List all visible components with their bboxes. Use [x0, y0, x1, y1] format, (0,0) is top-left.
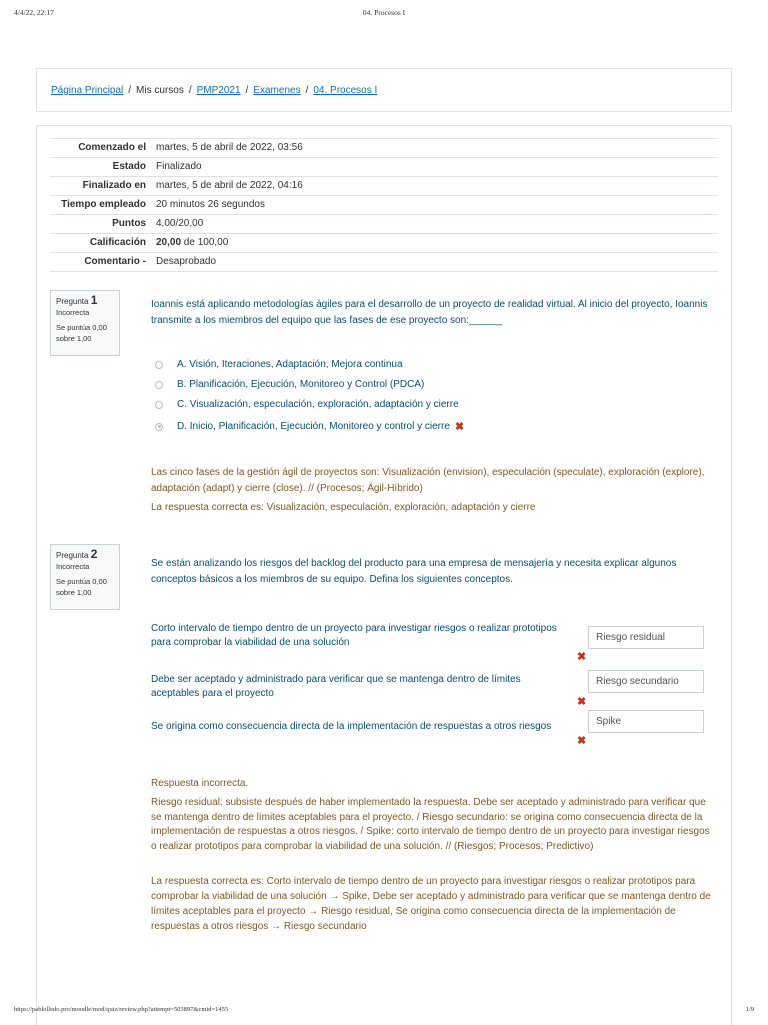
attempt-summary-table: [50, 138, 718, 272]
summary-value: [151, 234, 718, 253]
question-grade: Se puntúa 0,00 sobre 1,00: [56, 323, 107, 343]
question-grade: Se puntúa 0,00 sobre 1,00: [56, 577, 107, 597]
question-state: Incorrecta: [56, 308, 90, 317]
incorrect-icon: ✖: [577, 651, 587, 663]
match-stem-1: Corto intervalo de tiempo dentro de un proyecto para investigar riesgos o realizar prototipos para comprobar la viabilidad de una solución: [151, 623, 557, 648]
match-select-2[interactable]: Riesgo secundario: [588, 670, 704, 693]
breadcrumb-my-courses: Mis cursos: [136, 85, 184, 96]
answer-label: A. Visión, Iteraciones, Adaptación, Mejora continua: [177, 359, 403, 370]
grade-score: 20,00: [156, 237, 182, 248]
summary-value: 20 minutos 26 segundos: [156, 199, 265, 210]
print-page-number: 1/9: [745, 1006, 754, 1013]
question-2-feedback-state: Respuesta incorrecta.: [151, 778, 249, 789]
match-select-1[interactable]: Riesgo residual: [588, 626, 704, 649]
breadcrumb-separator: /: [188, 85, 192, 96]
summary-row-finished: [50, 177, 718, 196]
summary-label: Puntos: [112, 218, 146, 229]
question-2-text: Se están analizando los riesgos del backlog del producto para una empresa de mensajería y necesita explicar algunos conceptos básicos a los miembros de su equipo. Defina los siguientes conceptos.: [151, 558, 677, 585]
breadcrumb-exams-link[interactable]: Examenes: [253, 85, 301, 96]
answer-label: B. Planificación, Ejecución, Monitoreo y Control (PDCA): [177, 379, 425, 390]
question-label: Pregunta: [56, 551, 89, 560]
question-label: Pregunta: [56, 297, 89, 306]
breadcrumb-separator: /: [305, 85, 309, 96]
question-state: Incorrecta: [56, 562, 90, 571]
breadcrumb-home-link[interactable]: Página Principal: [51, 85, 124, 96]
breadcrumb-course-link[interactable]: PMP2021: [196, 85, 241, 96]
answer-option-c[interactable]: [155, 399, 459, 410]
incorrect-icon: ✖: [577, 696, 587, 708]
summary-row-comment: [50, 253, 718, 272]
answer-label: C. Visualización, especulación, exploración, adaptación y cierre: [177, 399, 459, 410]
question-1-text: Ioannis está aplicando metodologías ágiles para el desarrollo de un proyecto de realidad virtual. Al inicio del proyecto, Ioannis transmite a los miembros del equipo que las fases de ese proyecto son:______: [151, 299, 708, 326]
summary-row-grade: [50, 234, 718, 253]
match-stem-2: Debe ser aceptado y administrado para verificar que se mantenga dentro de límites aceptables para el proyecto: [151, 674, 521, 699]
summary-row-time-taken: [50, 196, 718, 215]
answer-option-d[interactable]: [155, 420, 464, 433]
radio-button[interactable]: [155, 361, 163, 369]
grade-total: de 100,00: [181, 237, 229, 248]
summary-value: 4,00/20,00: [156, 218, 204, 229]
radio-button-selected[interactable]: [155, 423, 163, 431]
question-number: [56, 549, 114, 561]
breadcrumb-separator: /: [245, 85, 249, 96]
print-footer: [14, 1006, 754, 1018]
summary-row-marks: [50, 215, 718, 234]
summary-label: Comentario -: [84, 256, 146, 267]
breadcrumb: [51, 85, 377, 96]
print-header: [14, 8, 754, 22]
match-select-3[interactable]: Spike: [588, 710, 704, 733]
answer-option-a[interactable]: [155, 359, 403, 370]
summary-label: Finalizado en: [82, 180, 146, 191]
breadcrumb-quiz-link[interactable]: 04. Procesos I: [313, 85, 378, 96]
incorrect-icon: ✖: [454, 421, 465, 433]
question-number: [56, 295, 114, 307]
breadcrumb-separator: /: [128, 85, 132, 96]
summary-label: Tiempo empleado: [61, 199, 146, 210]
match-stem-3: Se origina como consecuencia directa de la implementación de respuestas a otros riesgos: [151, 721, 552, 732]
breadcrumb-container: [36, 68, 732, 112]
question-2-info: [50, 544, 120, 610]
summary-label: Estado: [112, 161, 146, 172]
summary-value: Desaprobado: [156, 256, 217, 267]
radio-button[interactable]: [155, 381, 163, 389]
question-number-value: 1: [90, 293, 98, 307]
summary-row-state: [50, 158, 718, 177]
question-number-value: 2: [90, 547, 98, 561]
summary-value: Finalizado: [156, 161, 202, 172]
answer-option-b[interactable]: [155, 379, 424, 390]
print-url: https://pablolledo.pro/moodle/mod/quiz/review.php?attempt=503897&cmid=1455: [14, 1006, 229, 1013]
incorrect-icon: ✖: [577, 735, 587, 747]
question-1-right-answer: La respuesta correcta es: Visualización, especulación, exploración, adaptación y cierre: [151, 502, 536, 513]
answer-label: D. Inicio, Planificación, Ejecución, Monitoreo y control y cierre: [177, 421, 450, 432]
question-2-general-feedback: Riesgo residual: subsiste después de haber implementado la respuesta. Debe ser aceptado y administrado para verificar que se mantenga dentro de límites aceptables para el proyecto. / Riesgo secundario: se origina como consecuencia directa de la implementación de respuestas a otros riesgos. / Spike: corto intervalo de tiempo dentro de un proyecto para investigar riesgos o realizar prototipos para comprobar la viabilidad de una solución. // (Riesgos; Procesos; Predictivo): [151, 797, 710, 852]
question-2-right-answer: La respuesta correcta es: Corto intervalo de tiempo dentro de un proyecto para investigar riesgos o realizar prototipos para comprobar la viabilidad de una solución → Spike, Debe ser aceptado y administrado para verificar que se mantenga dentro de límites aceptables para el proyecto → Riesgo residual, Se origina como consecuencia directa de la implementación de respuestas a otros riesgos → Riesgo secundario: [151, 876, 711, 932]
summary-value: martes, 5 de abril de 2022, 04:16: [156, 180, 303, 191]
print-datetime: 4/4/22, 22:17: [14, 8, 55, 17]
question-1-general-feedback: Las cinco fases de la gestión ágil de proyectos son: Visualización (envision), especulación (speculate), exploración (explore), adaptación (adapt) y cierre (close). // (Procesos; Ágil-Híbrido): [151, 467, 705, 494]
radio-button[interactable]: [155, 401, 163, 409]
print-title: 04. Procesos I: [362, 8, 406, 17]
summary-value: martes, 5 de abril de 2022, 03:56: [156, 142, 303, 153]
summary-label: Comenzado el: [78, 142, 146, 153]
summary-row-started: [50, 139, 718, 158]
question-1-info: [50, 290, 120, 356]
summary-label: Calificación: [89, 237, 146, 248]
